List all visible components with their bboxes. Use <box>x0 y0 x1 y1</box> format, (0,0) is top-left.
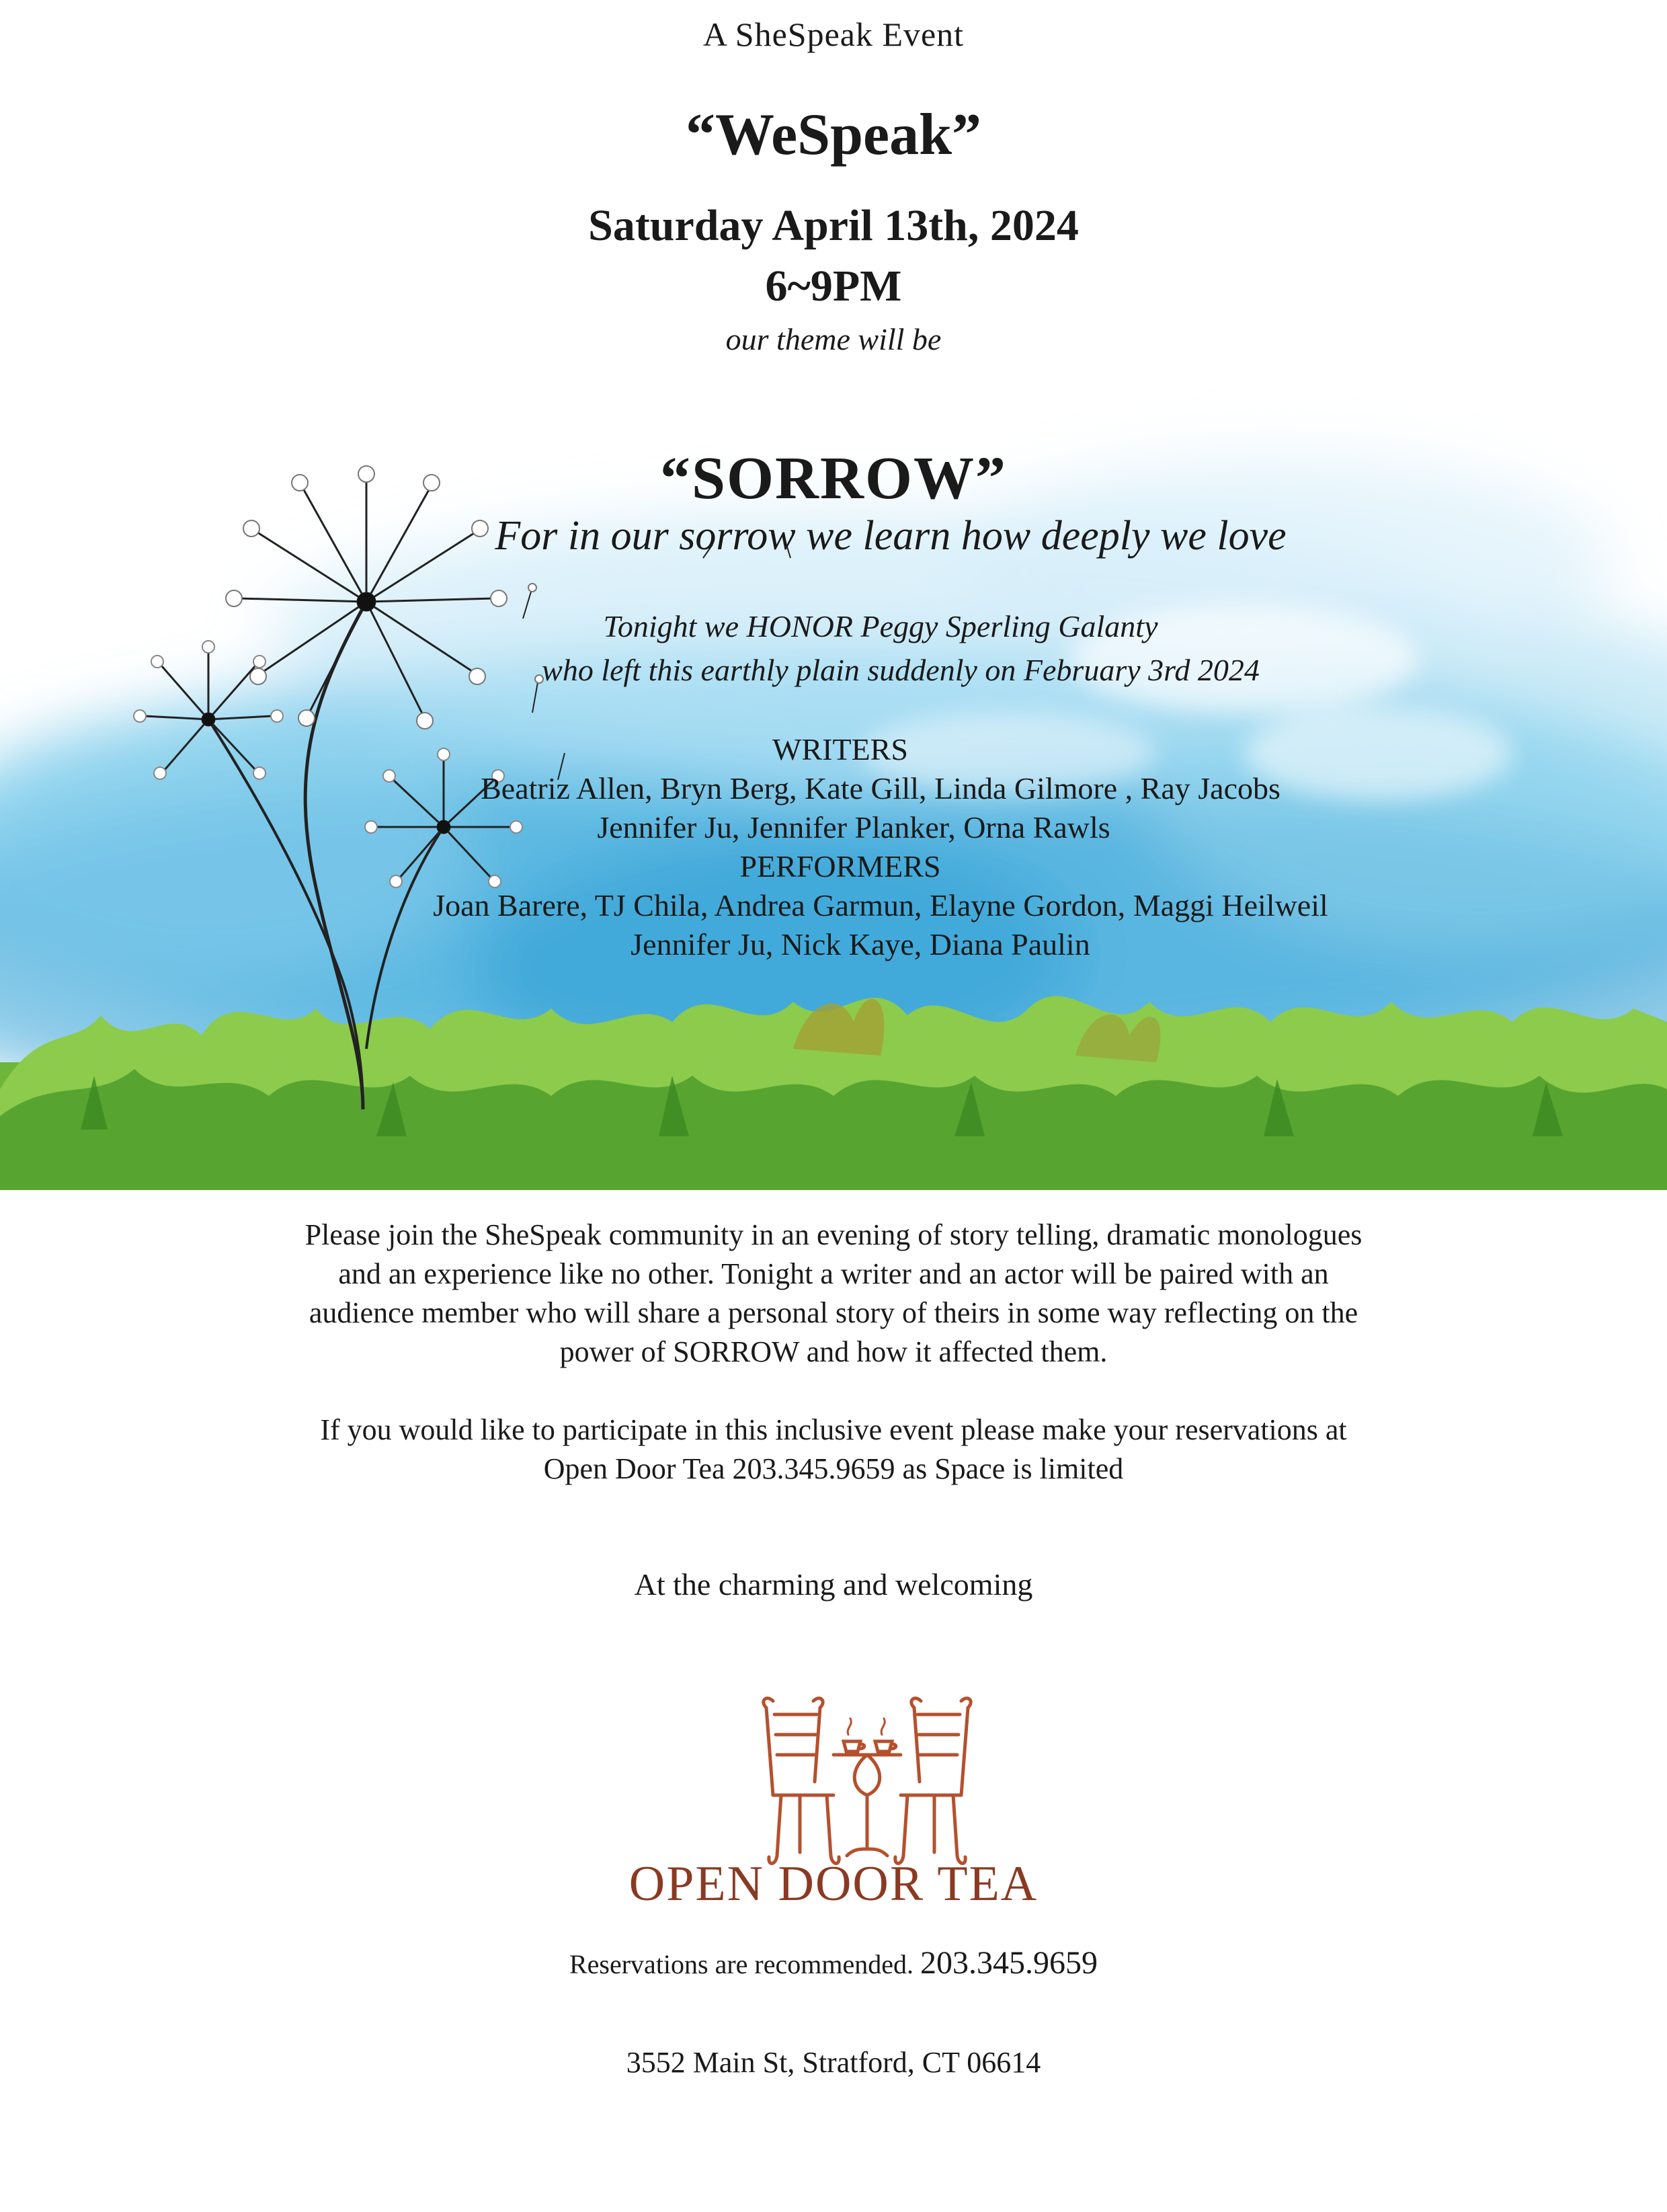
reservation-line: If you would like to participate in this inclusive event please make your reservations at <box>320 1413 1347 1446</box>
theme-tagline: For in our sorrow we learn how deeply we love <box>495 513 1287 559</box>
performers-line-1: Joan Barere, TJ Chila, Andrea Garmun, Elayne Gordon, Maggi Heilweil <box>433 888 1328 922</box>
reservation-line: Open Door Tea 203.345.9659 as Space is limited <box>543 1452 1124 1485</box>
description-line: audience member who will share a personal story of theirs in some way reflecting on the <box>309 1296 1358 1329</box>
reservations-line <box>0 1944 1667 1981</box>
description-line: Please join the SheSpeak community in an evening of story telling, dramatic monologues <box>304 1218 1363 1251</box>
writers-line-2: Jennifer Ju, Jennifer Planker, Orna Rawls <box>597 810 1110 844</box>
grass-band <box>0 996 1667 1190</box>
writers-line-1: Beatriz Allen, Bryn Berg, Kate Gill, Linda Gilmore , Ray Jacobs <box>481 771 1280 805</box>
event-title: “WeSpeak” <box>685 102 982 167</box>
theme-intro: our theme will be <box>725 322 942 356</box>
event-time: 6~9PM <box>765 262 902 311</box>
theme-title: “SORROW” <box>659 445 1008 512</box>
description-paragraph <box>0 1216 1667 1372</box>
venue-intro: At the charming and welcoming <box>634 1567 1033 1602</box>
description-line: power of SORROW and how it affected them. <box>559 1335 1108 1368</box>
venue-address: 3552 Main St, Stratford, CT 06614 <box>626 2046 1041 2079</box>
venue-logo-name: OPEN DOOR TEA <box>628 1856 1039 1911</box>
reservation-paragraph <box>0 1411 1667 1489</box>
performers-heading: PERFORMERS <box>739 849 941 883</box>
open-door-tea-logo-icon <box>733 1681 1002 1883</box>
writers-heading: WRITERS <box>772 732 908 766</box>
event-date: Saturday April 13th, 2024 <box>588 201 1079 250</box>
description-line: and an experience like no other. Tonight a writer and an actor will be paired with an <box>338 1257 1329 1290</box>
honor-line-1: Tonight we HONOR Peggy Sperling Galanty <box>603 609 1158 643</box>
honor-line-2: who left this earthly plain suddenly on February 3rd 2024 <box>542 653 1260 687</box>
reservations-text: Reservations are recommended. <box>569 1949 913 1979</box>
performers-line-2: Jennifer Ju, Nick Kaye, Diana Paulin <box>631 927 1090 961</box>
venue-phone: 203.345.9659 <box>920 1945 1098 1981</box>
event-label: A SheSpeak Event <box>702 15 965 53</box>
